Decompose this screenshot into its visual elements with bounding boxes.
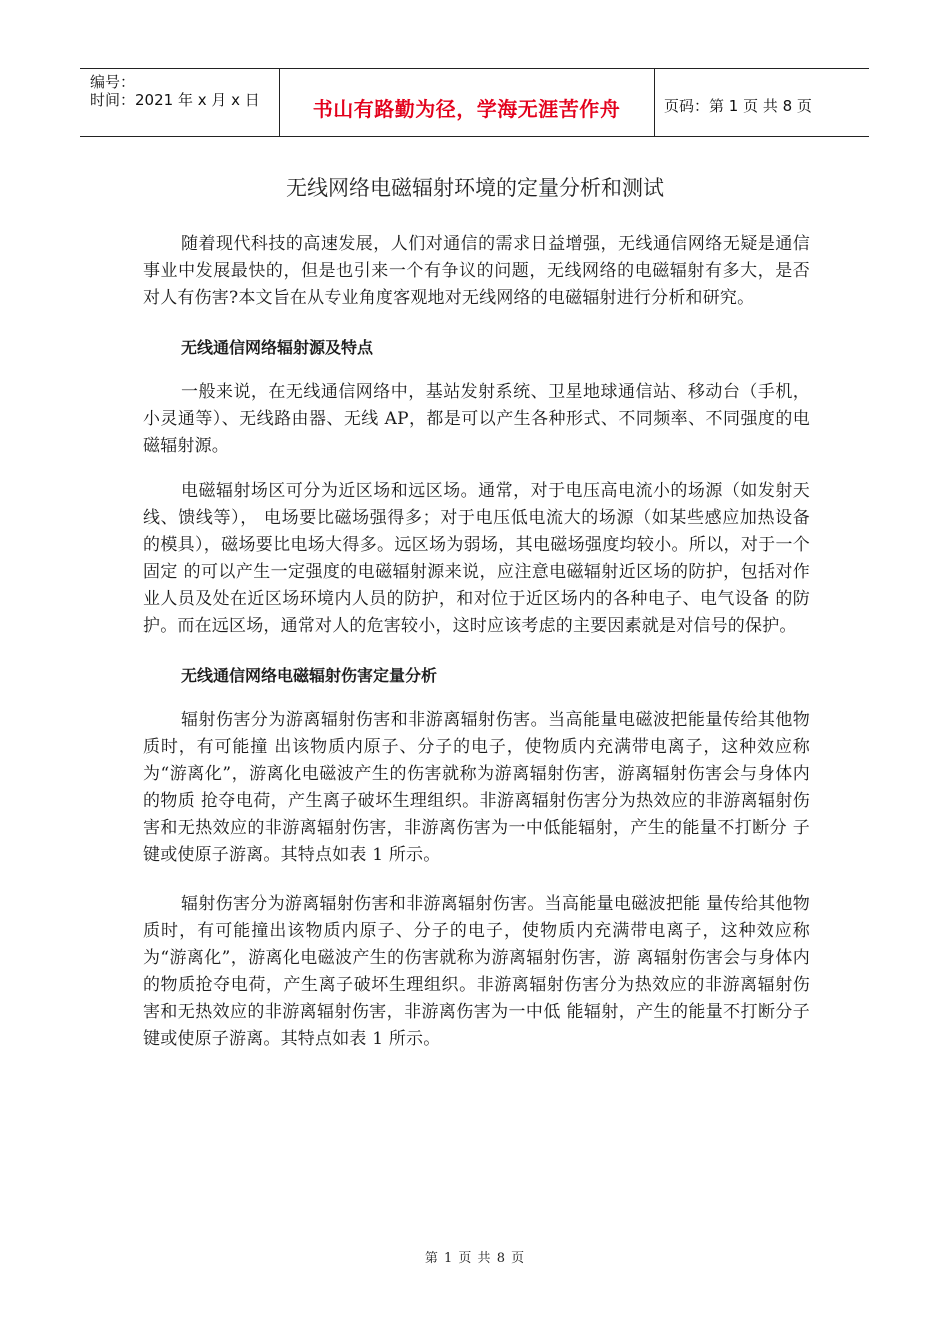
page-header <box>80 68 869 137</box>
page-footer: 第 1 页 共 8 页 <box>424 1251 526 1266</box>
document-title: 无线网络电磁辐射环境的定量分析和测试 <box>286 176 664 200</box>
document-number-label: 编号： <box>90 73 136 91</box>
sources-paragraph-1: 一般来说，在无线通信网络中，基站发射系统、卫星地球通信站、移动台（手机，小灵通等）、无线路由器、无线 AP，都是可以产生各种形式、不同频率、不同强度的电磁辐射源。 <box>143 382 810 456</box>
intro-paragraph: 随着现代科技的高速发展，人们对通信的需求日益增强，无线通信网络无疑是通信事业中发展最快的，但是也引来一个有争议的问题，无线网络的电磁辐射有多大，是否对人有伤害?本文旨在从专业角度客观地对无线网络的电磁辐射进行分析和研究。 <box>143 234 810 308</box>
document-date-label: 时间：2021 年 x 月 x 日 <box>90 91 260 109</box>
header-meta <box>90 73 260 109</box>
header-page-info: 页码：第 1 页 共 8 页 <box>664 97 812 115</box>
section-heading-sources: 无线通信网络辐射源及特点 <box>181 338 374 357</box>
section-heading-analysis: 无线通信网络电磁辐射伤害定量分析 <box>181 666 438 685</box>
analysis-paragraph-2: 辐射伤害分为游离辐射伤害和非游离辐射伤害。当高能量电磁波把能 量传给其他物质时，有可能撞出该物质内原子、分子的电子，使物质内充满带电离子，这种效应称为“游离化”，游离化电磁波产生的伤害就称为游离辐射伤害，游 离辐射伤害会与身体内的物质抢夺电荷，产生离子破坏生理组织。非游离辐射伤害分为热效应的非游离辐射伤害和无热效应的非游离辐射伤害，非游离伤害为一中低 能辐射，产生的能量不打断分子键或使原子游离。其特点如表 1 所示。 <box>143 894 810 1049</box>
header-divider-right <box>654 69 655 136</box>
analysis-paragraph-1: 辐射伤害分为游离辐射伤害和非游离辐射伤害。当高能量电磁波把能量传给其他物质时，有可能撞 出该物质内原子、分子的电子，使物质内充满带电离子，这种效应称为“游离化”，游离化电磁波产生的伤害就称为游离辐射伤害，游离辐射伤害会与身体内的物质 抢夺电荷，产生离子破坏生理组织。非游离辐射伤害分为热效应的非游离辐射伤害和无热效应的非游离辐射伤害，非游离伤害为一中低能辐射，产生的能量不打断分 子键或使原子游离。其特点如表 1 所示。 <box>143 710 810 865</box>
header-motto: 书山有路勤为径，学海无涯苦作舟 <box>312 97 621 121</box>
document-body <box>143 231 810 1053</box>
sources-paragraph-2: 电磁辐射场区可分为近区场和远区场。通常，对于电压高电流小的场源（如发射天线、馈线等）， 电场要比磁场强得多；对于电压低电流大的场源（如某些感应加热设备的模具），磁场要比电场大得多。远区场为弱场，其电磁场强度均较小。所以，对于一个固定 的可以产生一定强度的电磁辐射源来说，应注意电磁辐射近区场的防护，包括对作业人员及处在近区场环境内人员的防护，和对位于近区场内的各种电子、电气设备 的防护。而在远区场，通常对人的危害较小，这时应该考虑的主要因素就是对信号的保护。 <box>143 481 810 636</box>
